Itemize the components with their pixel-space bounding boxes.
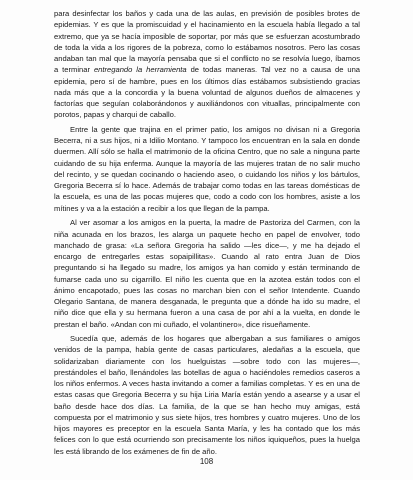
paragraph-3 xyxy=(54,217,360,330)
paragraph-2 xyxy=(54,124,360,214)
paragraph-2-text: Entre la gente que trajina en el primer patio, los amigos no divisan ni a Gregoria Becerra, ni a sus hijos, ni a Idilio Montano. Y tampoco los encuentran en la sala en donde duermen. Allí sólo se halla el matrimonio de la oficina Centro, que no sale a ninguna parte cuidando de su hija enferma. Aunque la mayoría de las mujeres tratan de no salir mucho del recinto, y se quedan cocinando o haciendo aseo, o cuidando los niños y los bártulos, Gregoria Becerra sí lo hace. Además de trabajar como todas en las tareas domésticas de la escuela, es una de las pocas mujeres que, codo a codo con los hombres, asiste a los mítines y va a la estación a recibir a los que llegan de la pampa. xyxy=(54,124,360,213)
paragraph-1-text-b: de todas maneras. Tal vez no a causa de una epidemia, pero sí de hambre, pues en los últimos días estábamos subsistiendo gracias nada más que a la concordia y la buena voluntad de algunos dueños de almacenes y factorías que seguían colaborándonos y auxiliándonos con vituallas, principalmente con porotos, papas y charqui de caballo. xyxy=(54,65,361,120)
paragraph-3-text: Al ver asomar a los amigos en la puerta, la madre de Pastoriza del Carmen, con la niña acunada en los brazos, les alarga un paquete hecho en papel de envolver, todo manchado de grasa: «La señora Gregoria ha salido —les dice—, y me ha dejado el encargo de entregarles estas sopaipillitas». Cuando al rato entra Juan de Dios preguntando si ha llegado su madre, los amigos ya han comido y están terminando de fumarse cada uno su cigarrillo. El niño les cuenta que en la azotea están todos con el ánimo encapotado, pues las cosas no marchan bien con el señor Intendente. Cuando Olegario Santana, de manera desganada, le pregunta que a dónde ha ido su madre, el niño dice que ella y su hermana fueron a una casa de por ahí a la vuelta, en donde le prestan el baño. «Andan con mi cuñado, el volantinero», dice risueñamente. xyxy=(54,218,360,329)
paragraph-4 xyxy=(54,333,360,457)
paragraph-1-text-a: para desinfectar los baños y cada una de las aulas, en previsión de posibles brotes de epidemias. Y es que la promiscuidad y el hacinamiento en la escuela había llegado a tal extremo, que ya se hacía imposible de soportar, por más que se esfuerzan acostumbrado de toda la vida a los rigores de la pobreza, como lo estábamos nosotros. Pero las cosas andaban tan mal que la mayoría pensaba que si el conflicto no se resolvía luego, íbamos a terminar xyxy=(54,9,360,75)
paragraph-1 xyxy=(54,8,360,121)
page-number: 108 xyxy=(199,457,214,466)
paragraph-4-text: Sucedía que, además de los hogares que albergaban a sus familiares o amigos venidos de la pampa, había gente de casas particulares, aledañas a la escuela, que solidarizaban diariamente con los huelguistas —sobre todo con las mujeres—, prestándoles el baño, llenándoles las botellas de agua o haciéndoles remedios caseros a los niños enfermos. A veces hasta invitando a comer a familias completas. Y es en una de estas casas que Gregoria Becerra y su hija Liria María están yendo a asearse y a usar el baño desde hace dos días. La familia, de la que se han hecho muy amigas, está compuesta por el matrimonio y sus siete hijos, tres hombres y cuatro mujeres. Uno de los hijos mayores es preceptor en la escuela Santa María, y les ha contado que los más felices con lo que está ocurriendo son precisamente los niños iquiqueños, pues la huelga les está librando de los exámenes de fin de año. xyxy=(54,334,360,456)
paragraph-1-italic-phrase: entregando la herramienta xyxy=(93,65,187,75)
body-text xyxy=(54,8,360,460)
